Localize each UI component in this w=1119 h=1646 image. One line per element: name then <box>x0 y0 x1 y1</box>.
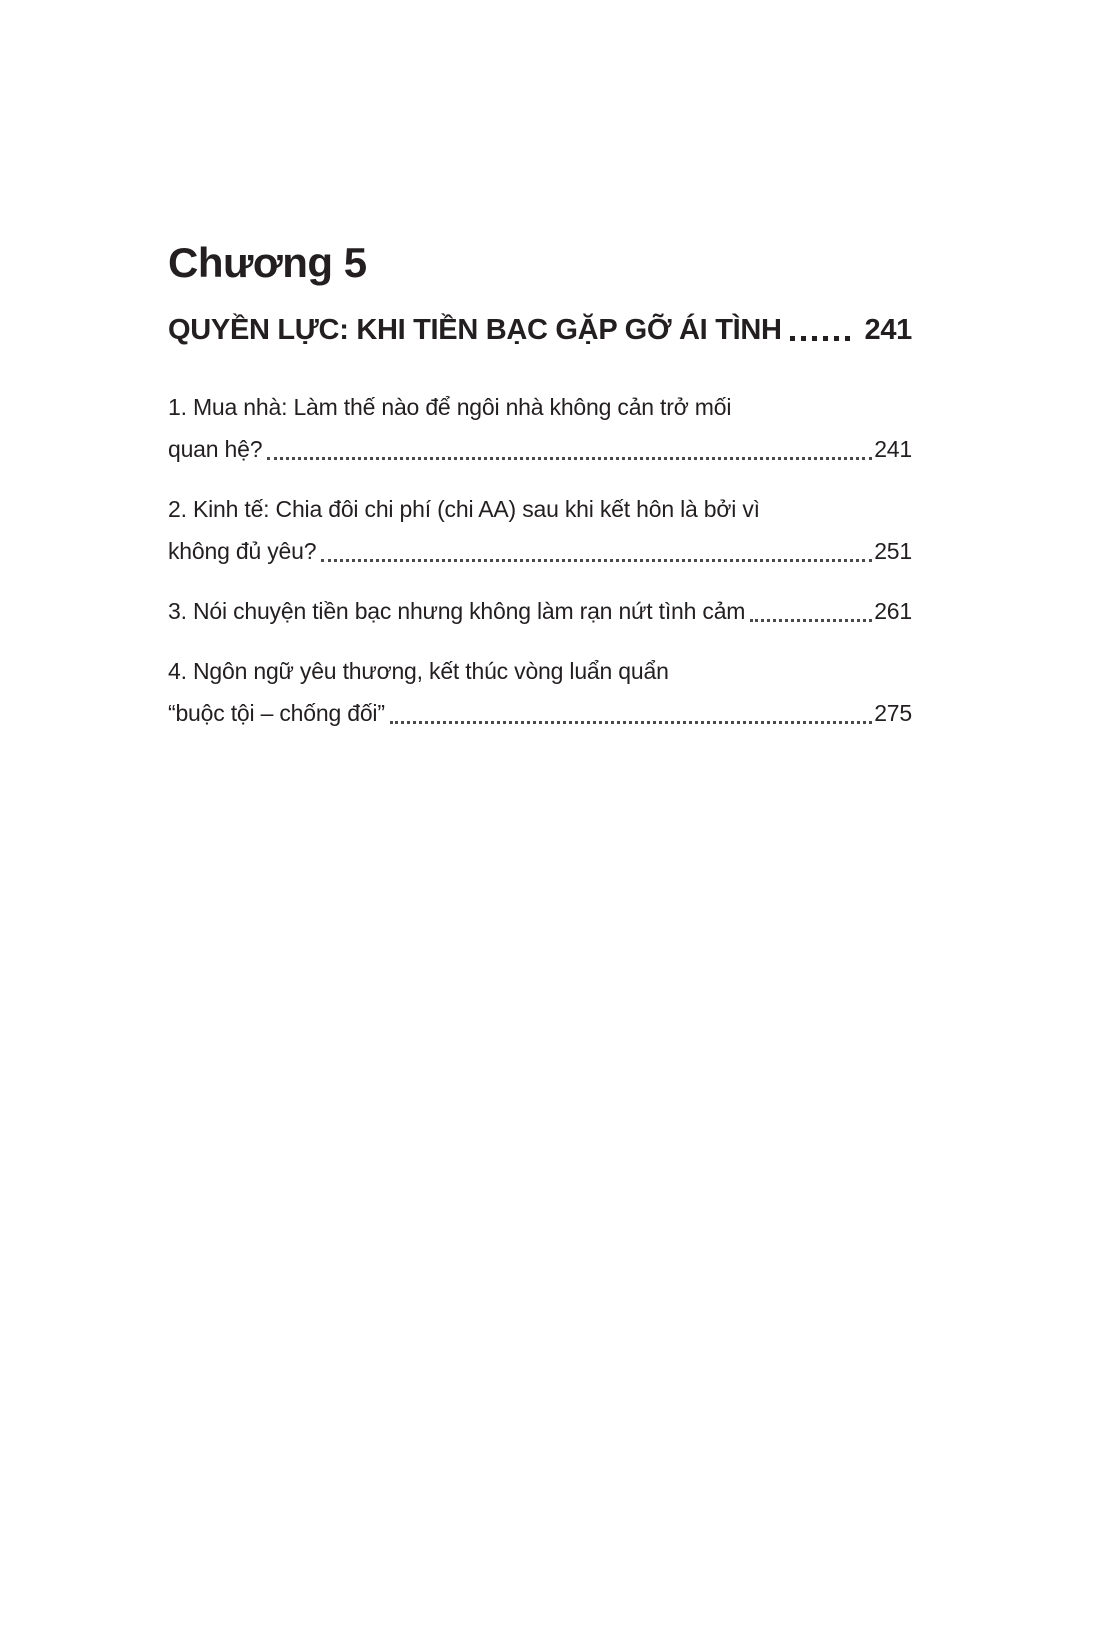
toc-entry-title-line1: 3. Nói chuyện tiền bạc nhưng không làm rạn nứt tình cảm <box>168 598 746 624</box>
toc-entry-title-line2: quan hệ? <box>168 436 263 462</box>
chapter-page-number: 241 <box>864 314 912 346</box>
toc-entry-page-number: 261 <box>874 598 912 624</box>
dotted-leader <box>750 619 872 622</box>
table-of-contents <box>168 240 912 752</box>
toc-entry-page-number: 251 <box>874 538 912 564</box>
toc-entry-page-number: 241 <box>874 436 912 462</box>
toc-entry <box>168 650 912 734</box>
dotted-leader <box>390 721 872 724</box>
toc-entry <box>168 386 912 470</box>
toc-entry-page-number: 275 <box>874 700 912 726</box>
chapter-heading: Chương 5 <box>168 239 367 286</box>
toc-entry <box>168 488 912 572</box>
dotted-leader <box>790 336 855 341</box>
toc-entry-title-line2: không đủ yêu? <box>168 538 317 564</box>
toc-entry-title-line1: 4. Ngôn ngữ yêu thương, kết thúc vòng luẩn quẩn <box>168 658 669 684</box>
toc-entry <box>168 590 912 632</box>
chapter-title-row <box>168 310 912 350</box>
toc-entry-title-line1: 1. Mua nhà: Làm thế nào để ngôi nhà không cản trở mối <box>168 394 732 420</box>
toc-entry-title-line2: “buộc tội – chống đối” <box>168 700 385 726</box>
toc-entry-title-line1: 2. Kinh tế: Chia đôi chi phí (chi AA) sau khi kết hôn là bởi vì <box>168 496 760 522</box>
dotted-leader <box>267 457 872 460</box>
dotted-leader <box>321 559 872 562</box>
chapter-title: QUYỀN LỰC: KHI TIỀN BẠC GẶP GỠ ÁI TÌNH <box>168 314 782 346</box>
